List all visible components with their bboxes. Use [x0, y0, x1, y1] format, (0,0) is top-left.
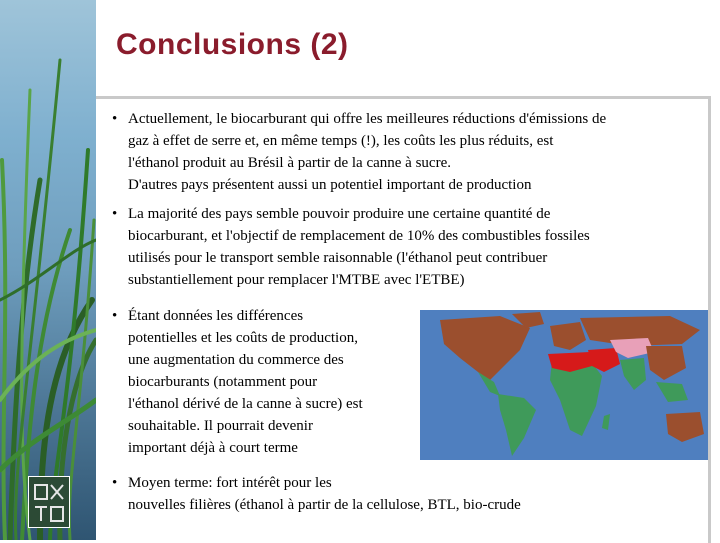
bullet-3-line-7: important déjà à court terme — [128, 440, 298, 456]
bullet-4 — [112, 472, 718, 516]
bullet-2-line-2: biocarburant, et l'objectif de remplacement de 10% des combustibles fossiles — [128, 228, 590, 244]
bullet-1-line-2: gaz à effet de serre et, en même temps (!), les coûts les plus réduits, est — [128, 133, 554, 149]
bullet-1-line-1: Actuellement, le biocarburant qui offre les meilleures réductions d'émissions de — [128, 111, 607, 127]
bullet-marker: • — [112, 308, 118, 324]
grass-photo — [0, 0, 96, 540]
world-map-image — [420, 310, 708, 460]
bullet-marker: • — [112, 475, 118, 491]
world-map — [420, 310, 708, 460]
south-asia-region — [620, 358, 646, 390]
bullet-marker: • — [112, 206, 118, 222]
bullet-3-line-2: potentielles et les coûts de production, — [128, 330, 358, 346]
bullet-2 — [112, 203, 718, 291]
bullet-3-line-4: biocarburants (notamment pour — [128, 374, 318, 390]
bullet-2-line-3: utilisés pour le transport semble raisonnable (l'éthanol peut contribuer — [128, 250, 548, 266]
east-asia-region — [646, 346, 686, 380]
bullet-1-line-4: D'autres pays présentent aussi un potentiel important de production — [128, 177, 532, 193]
bullet-4-line-2: nouvelles filières (éthanol à partir de la cellulose, BTL, bio-crude — [128, 497, 521, 513]
europe-region — [550, 322, 586, 350]
south-america-region — [498, 394, 536, 456]
australia-region — [666, 412, 704, 442]
bullet-1-line-3: l'éthanol produit au Brésil à partir de la canne à sucre. — [128, 155, 451, 171]
bullet-3-line-5: l'éthanol dérivé de la canne à sucre) est — [128, 396, 363, 412]
bullet-3-line-3: une augmentation du commerce des — [128, 352, 344, 368]
bullet-3 — [112, 305, 428, 459]
bullet-3-line-1: Étant données les différences — [128, 308, 304, 324]
bullet-4-line-1: Moyen terme: fort intérêt pour les — [128, 475, 332, 491]
bullet-2-line-1: La majorité des pays semble pouvoir produire une certaine quantité de — [128, 206, 551, 222]
madagascar-region — [602, 414, 610, 430]
bullet-marker: • — [112, 111, 118, 127]
southeast-asia-region — [656, 382, 688, 402]
org-logo-image — [29, 477, 69, 527]
north-america-region — [440, 316, 530, 380]
org-logo — [28, 476, 70, 528]
slide-title: Conclusions (2) — [116, 28, 349, 61]
bullet-1 — [112, 108, 718, 196]
bullet-2-line-4: substantiellement pour remplacer l'MTBE avec l'ETBE) — [128, 272, 465, 288]
bullet-3-line-6: souhaitable. Il pourrait devenir — [128, 418, 313, 434]
grass-blades-image — [0, 0, 96, 540]
